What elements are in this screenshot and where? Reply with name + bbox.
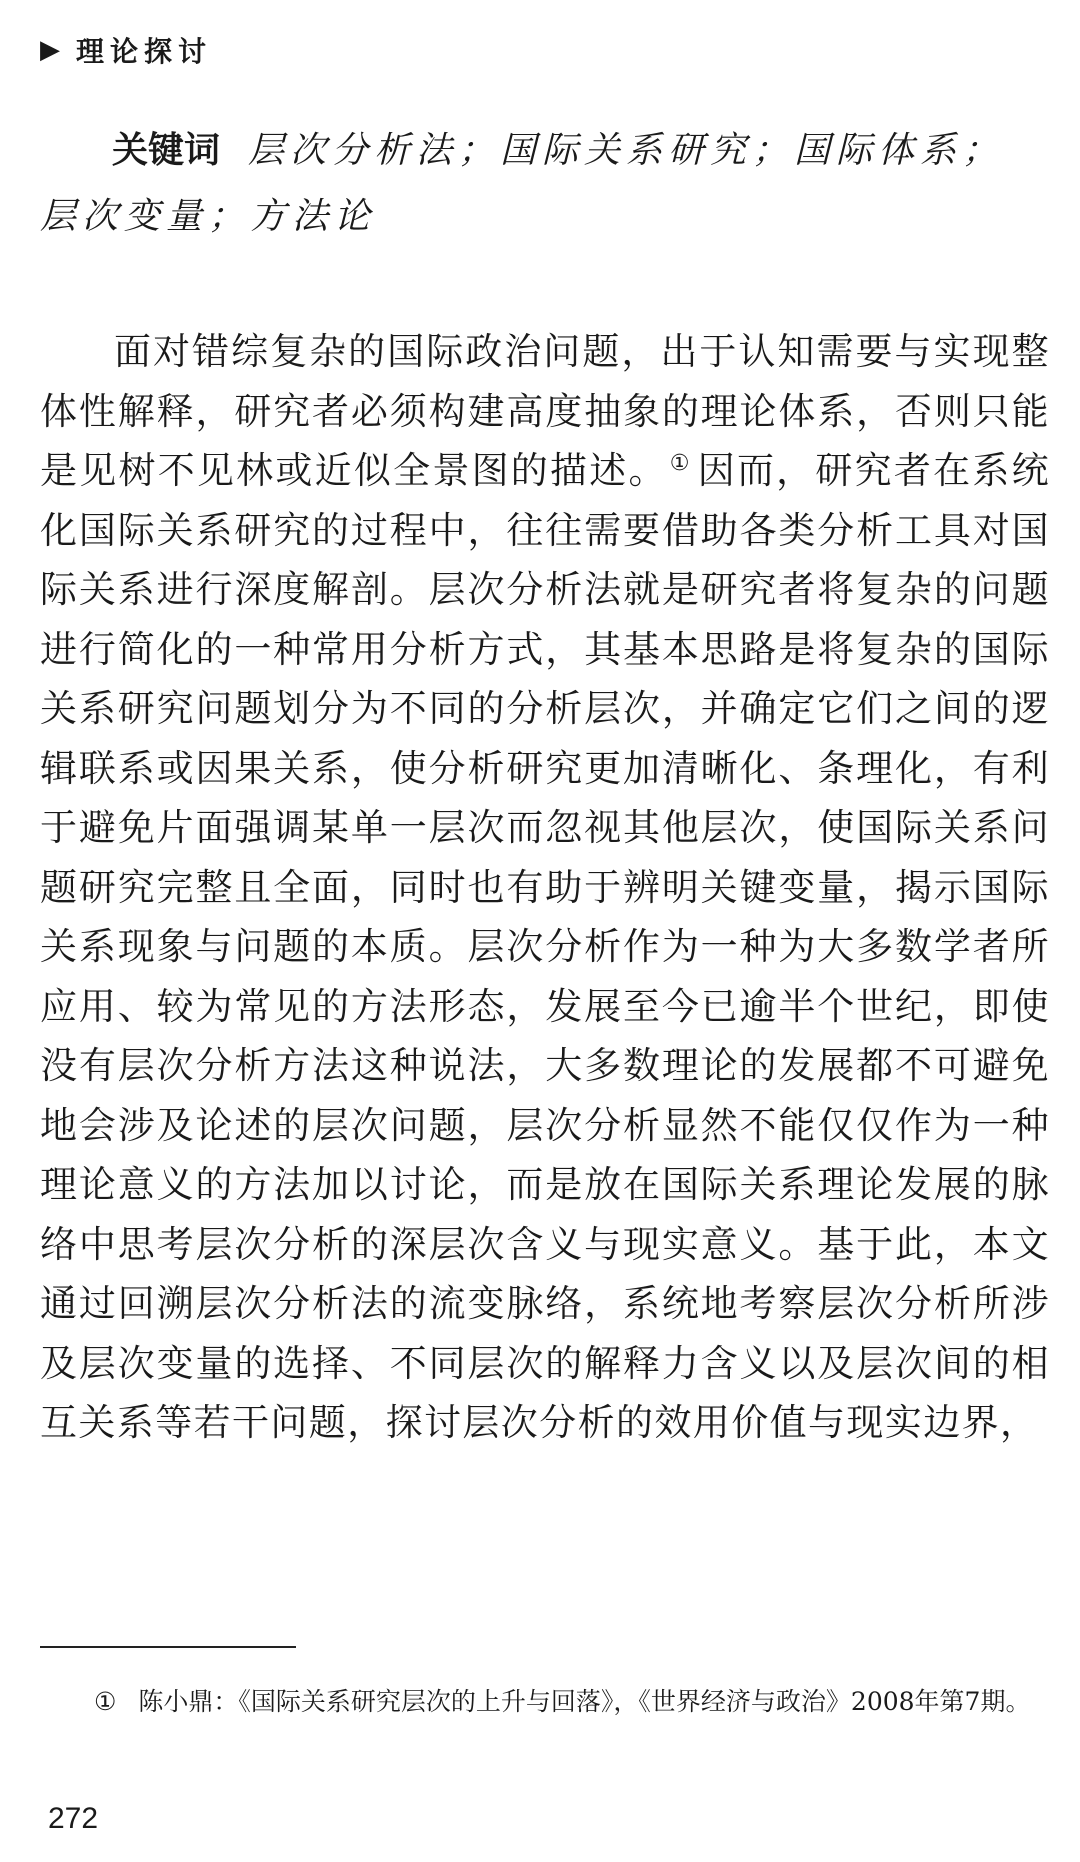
body-paragraph bbox=[40, 322, 1050, 1453]
right-triangle-icon: ▶ bbox=[40, 35, 60, 65]
running-header bbox=[40, 30, 212, 70]
footnote-text: 陈小鼎：《国际关系研究层次的上升与回落》，《世界经济与政治》2008年第7期。 bbox=[138, 1687, 1031, 1716]
keywords-terms: 层次分析法；国际关系研究；国际体系；层次变量；方法论 bbox=[40, 130, 1005, 237]
keywords-block bbox=[40, 118, 1040, 250]
keywords-label: 关键词 bbox=[112, 130, 221, 171]
body-text-part2: 因而，研究者在系统化国际关系研究的过程中，往往需要借助各类分析工具对国际关系进行深度解剖。层次分析法就是研究者将复杂的问题进行简化的一种常用分析方式，其基本思路是将复杂的国际关系研究问题划分为不同的分析层次，并确定它们之间的逻辑联系或因果关系，使分析研究更加清晰化、条理化，有利于避免片面强调某单一层次而忽视其他层次，使国际关系问题研究完整且全面，同时也有助于辨明关键变量，揭示国际关系现象与问题的本质。层次分析作为一种为大多数学者所应用、较为常见的方法形态，发展至今已逾半个世纪，即使没有层次分析方法这种说法，大多数理论的发展都不可避免地会涉及论述的层次问题，层次分析显然不能仅仅作为一种理论意义的方法加以讨论，而是放在国际关系理论发展的脉络中思考层次分析的深层次含义与现实意义。基于此，本文通过回溯层次分析法的流变脉络，系统地考察层次分析所涉及层次变量的选择、不同层次的解释力含义以及层次间的相互关系等若干问题，探讨层次分析的效用价值与现实边界， bbox=[40, 449, 1050, 1444]
footnote bbox=[40, 1680, 1050, 1724]
body-text-part1: 面对错综复杂的国际政治问题，出于认知需要与实现整体性解释，研究者必须构建高度抽象的理论体系，否则只能是见树不见林或近似全景图的描述。 bbox=[40, 330, 1050, 492]
footnote-mark: ① bbox=[94, 1687, 117, 1716]
section-title: 理论探讨 bbox=[76, 35, 213, 68]
footnote-divider bbox=[40, 1646, 296, 1648]
footnote-reference[interactable]: ① bbox=[669, 450, 692, 476]
page-number: 272 bbox=[48, 1802, 99, 1835]
